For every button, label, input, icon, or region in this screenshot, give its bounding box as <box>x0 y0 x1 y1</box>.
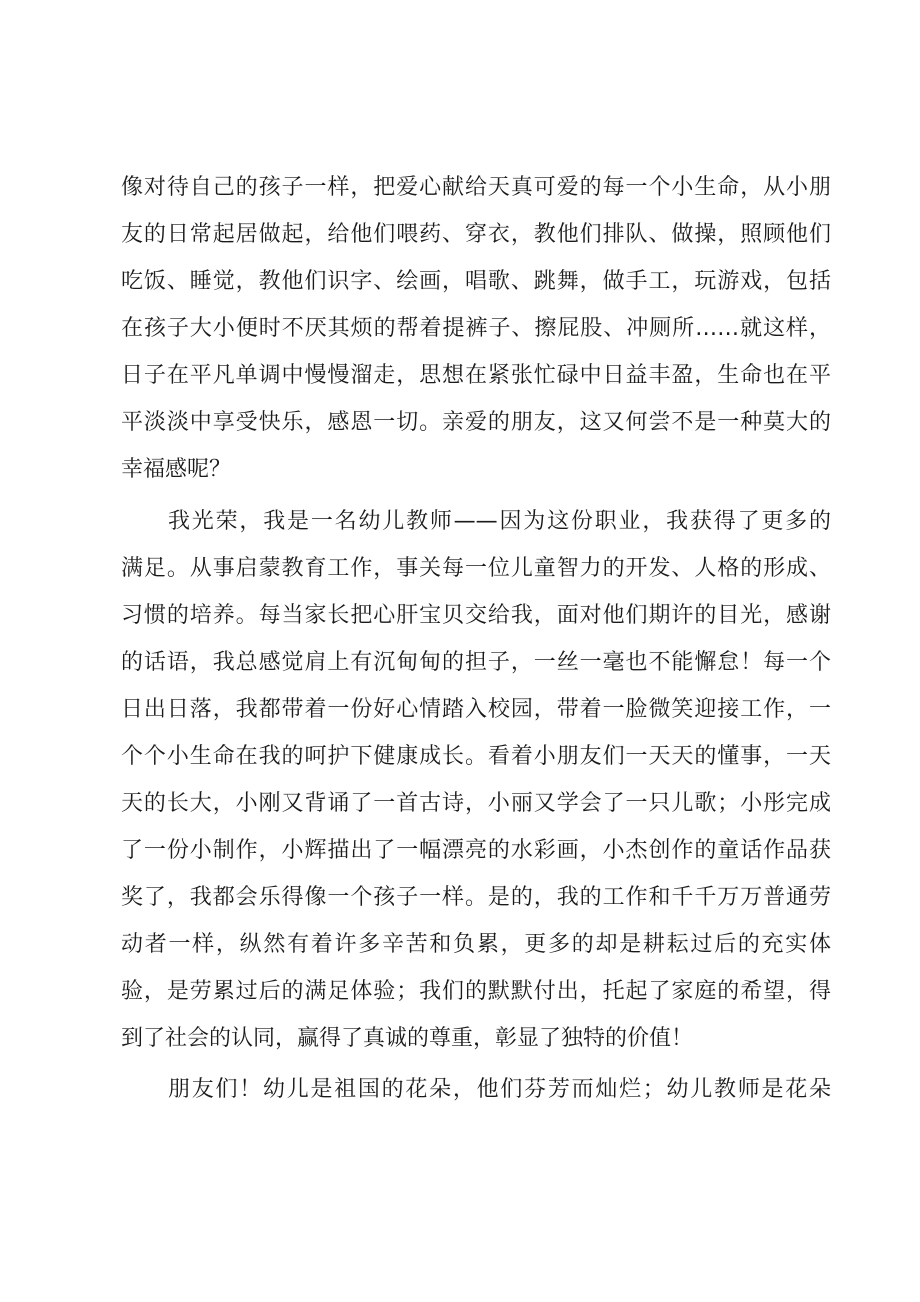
paragraph-1-line-2: 友的日常起居做起，给他们喂药、穿衣，教他们排队、做操，照顾他们 <box>121 222 831 247</box>
paragraph-2-line-2: 满足。从事启蒙教育工作，事关每一位儿童智力的开发、人格的形成、 <box>121 556 831 581</box>
paragraph-3-line-1: 朋友们！幼儿是祖国的花朵，他们芬芳而灿烂；幼儿教师是花朵 <box>168 1077 831 1102</box>
paragraph-2-line-3: 习惯的培养。每当家长把心肝宝贝交给我，面对他们期许的目光，感谢 <box>121 603 831 628</box>
paragraph-1-line-3: 吃饭、睡觉，教他们识字、绘画，唱歌、跳舞，做手工，玩游戏，包括 <box>121 269 831 294</box>
paragraph-1-line-4: 在孩子大小便时不厌其烦的帮着提裤子、擦屁股、冲厕所……就这样， <box>121 316 831 341</box>
paragraph-2-line-7: 天的长大，小刚又背诵了一首古诗，小丽又学会了一只儿歌；小彤完成 <box>121 791 831 816</box>
paragraph-1-line-7: 幸福感呢？ <box>121 457 232 482</box>
paragraph-2-line-5: 日出日落，我都带着一份好心情踏入校园，带着一脸微笑迎接工作，一 <box>121 697 831 722</box>
paragraph-2-line-1: 我光荣，我是一名幼儿教师——因为这份职业，我获得了更多的 <box>168 509 831 534</box>
paragraph-2-line-4: 的话语，我总感觉肩上有沉甸甸的担子，一丝一毫也不能懈怠！每一个 <box>121 650 831 675</box>
paragraph-1-line-5: 日子在平凡单调中慢慢溜走，思想在紧张忙碌中日益丰盈，生命也在平 <box>121 363 831 388</box>
paragraph-2-line-11: 验，是劳累过后的满足体验；我们的默默付出，托起了家庭的希望，得 <box>121 979 831 1004</box>
paragraph-2-line-6: 个个小生命在我的呵护下健康成长。看着小朋友们一天天的懂事，一天 <box>121 744 831 769</box>
paragraph-2-line-8: 了一份小制作，小辉描出了一幅漂亮的水彩画，小杰创作的童话作品获 <box>121 838 831 863</box>
paragraph-1-line-6: 平淡淡中享受快乐，感恩一切。亲爱的朋友，这又何尝不是一种莫大的 <box>121 410 831 435</box>
paragraph-1-line-1: 像对待自己的孩子一样，把爱心献给天真可爱的每一个小生命，从小朋 <box>121 175 831 200</box>
paragraph-2-line-10: 动者一样，纵然有着许多辛苦和负累，更多的却是耕耘过后的充实体 <box>121 932 831 957</box>
paragraph-2-line-9: 奖了，我都会乐得像一个孩子一样。是的，我的工作和千千万万普通劳 <box>121 885 831 910</box>
paragraph-2-line-12: 到了社会的认同，赢得了真诚的尊重，彰显了独特的价值！ <box>121 1026 694 1051</box>
